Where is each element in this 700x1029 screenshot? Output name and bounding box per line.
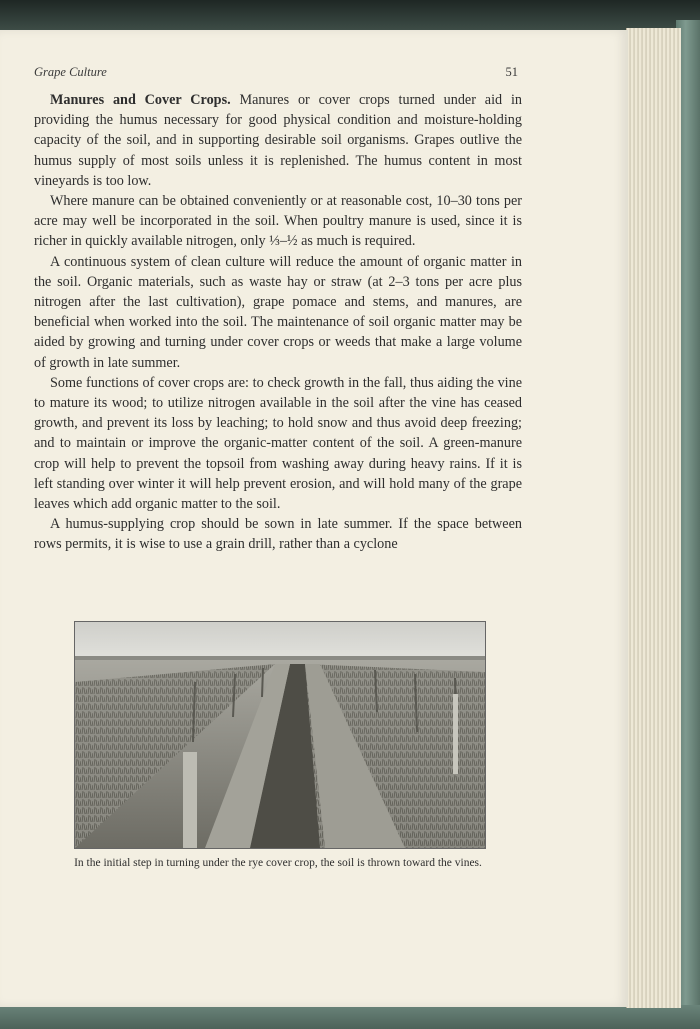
paragraph-manures: [34, 90, 522, 191]
running-head: [34, 65, 518, 80]
figure-caption: In the initial step in turning under the rye cover crop, the soil is thrown toward the vines.: [74, 857, 482, 869]
book-cover-bottom: [0, 1005, 700, 1029]
paragraph-cover-crop-functions: Some functions of cover crops are: to check growth in the fall, thus aiding the vine to mature its wood; to utilize nitrogen available in the soil after the vine has ceased growth, and prevent its loss by leaching; to hold snow and thus avoid deep freezing; and to maintain or improve the organic-matter content of the soil. A green-manure crop will help to prevent the topsoil from washing away during heavy rains. If it is left standing over winter it will help prevent erosion, and will hold many of the grape leaves which add organic matter to the soil.: [34, 374, 522, 513]
paragraph-clean-culture: A continuous system of clean culture will reduce the amount of organic matter in the soil. Organic materials, such as waste hay or straw (at 2–3 tons per acre plus nitrogen after the last cultivation), grape pomace and stems, and manures, are beneficial when worked into the soil. The maintenance of soil organic matter may be aided by growing and turning under cover crops or weeds that make a large volume of growth in late summer.: [34, 253, 522, 371]
section-heading: Manures and Cover Crops.: [50, 92, 231, 108]
running-head-title: Grape Culture: [34, 65, 107, 79]
book-cover-top: [0, 0, 700, 30]
paragraph-manure-rates: Where manure can be obtained conveniently or at reasonable cost, 10–30 tons per acre may well be incorporated in the soil. When poultry manure is used, since it is richer in quickly available nitrogen, only ⅓–½ as much is required.: [34, 193, 522, 250]
paragraph-text: Manures or cover crops turned under aid in providing the humus necessary for good physical condition and moisture-holding capacity of the soil, and in supporting desirable soil organisms. Grapes outlive the humus supply of most soils unless it is replenished. The humus content in most vineyards is too low.: [34, 92, 522, 189]
page-stack-edges: [626, 28, 681, 1008]
body-text: [34, 90, 522, 555]
page-number: 51: [505, 65, 518, 79]
paragraph-humus-crop: A humus-supplying crop should be sown in late summer. If the space between rows permits, it is wise to use a grain drill, rather than a cyclone: [34, 516, 522, 553]
vineyard-photo: [74, 621, 486, 849]
